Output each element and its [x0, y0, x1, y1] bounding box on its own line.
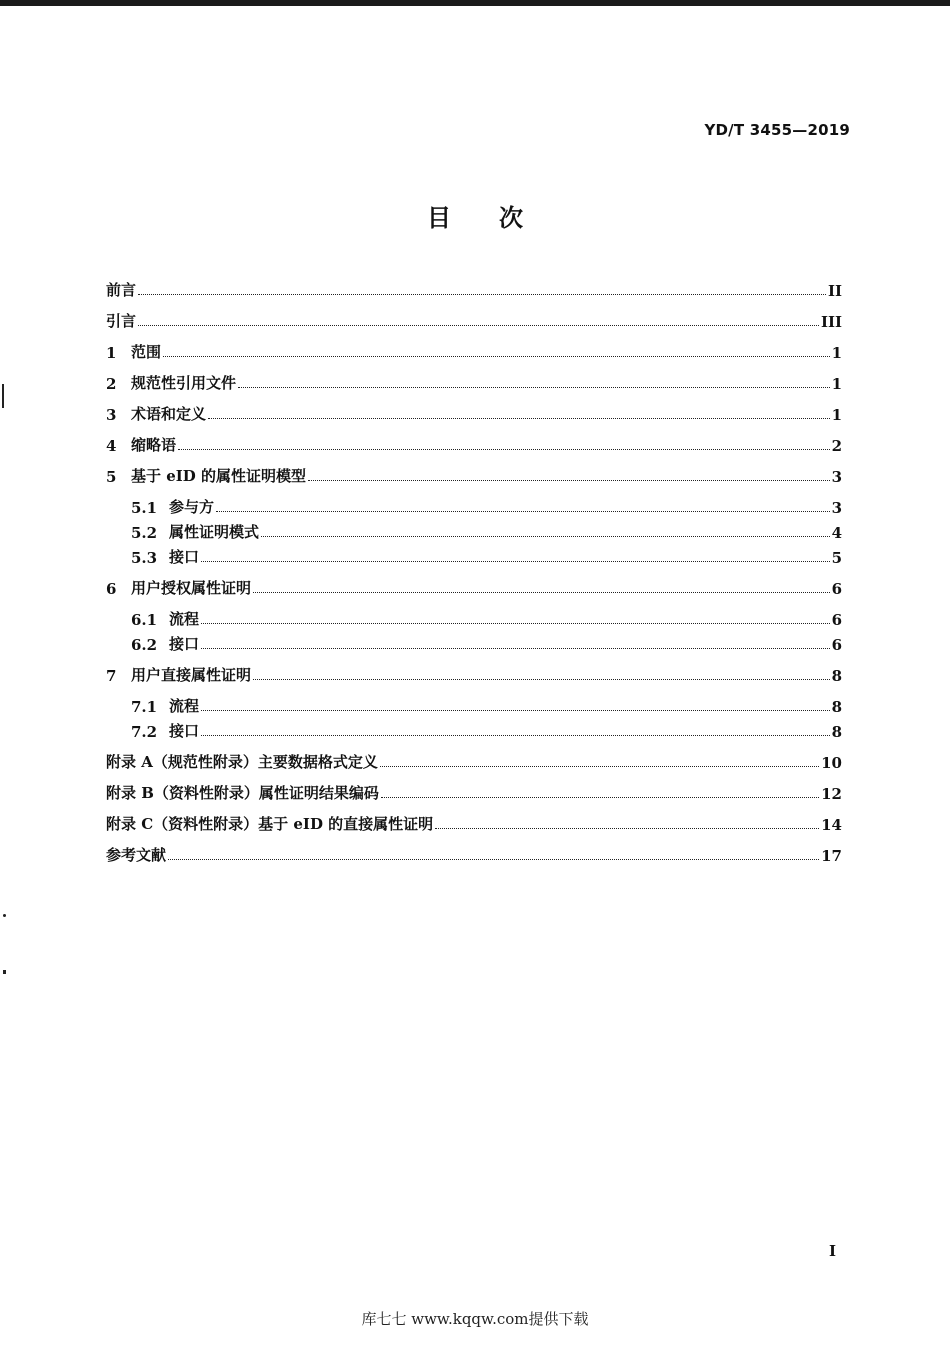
toc-entry-page: III [820, 313, 842, 331]
toc-entry-label: 附录 C（资料性附录）基于 eID 的直接属性证明 [106, 815, 434, 833]
toc-entry-6-2[interactable] [131, 632, 842, 654]
toc-entry-page: 4 [831, 524, 842, 542]
dot-leader [138, 294, 826, 295]
toc-entry-5-3[interactable] [131, 545, 842, 567]
toc-entry-page: 6 [831, 580, 842, 598]
toc-entry-page: 14 [821, 816, 842, 834]
dot-leader [380, 766, 819, 767]
scan-artifact-mark [2, 384, 4, 408]
dot-leader [216, 511, 830, 512]
toc-entry-page: 1 [831, 344, 842, 362]
dot-leader [168, 859, 819, 860]
toc-entry-number: 7.1 [131, 698, 158, 716]
toc-title-right: 次 [499, 204, 523, 232]
toc-entry-label: 规范性引用文件 [131, 374, 237, 392]
toc-entry-page: II [827, 282, 842, 300]
toc-entry-number: 2 [106, 375, 117, 393]
toc-entry-page: 2 [831, 437, 842, 455]
dot-leader [201, 710, 830, 711]
dot-leader [138, 325, 819, 326]
toc-entry-number: 5.3 [131, 549, 158, 567]
toc-title-left: 目 [427, 204, 451, 232]
scan-artifact-dot [3, 914, 6, 917]
toc-entry-4[interactable] [106, 433, 842, 455]
toc-entry-label: 前言 [106, 281, 137, 299]
toc-entry-label: 缩略语 [131, 436, 177, 454]
toc-title [0, 198, 950, 233]
toc-entry-label: 参考文献 [106, 846, 167, 864]
dot-leader [201, 623, 830, 624]
toc-entry-page: 17 [821, 847, 842, 865]
toc-entry-number: 6 [106, 580, 117, 598]
dot-leader [201, 648, 830, 649]
toc-entry-page: 8 [831, 698, 842, 716]
toc-entry-label: 引言 [106, 312, 137, 330]
toc-entry-label: 用户直接属性证明 [131, 666, 252, 684]
toc-entry-page: 6 [831, 611, 842, 629]
document-code: YD/T 3455—2019 [704, 121, 850, 139]
toc-entry-number: 1 [106, 344, 117, 362]
toc-entry-label: 附录 A（规范性附录）主要数据格式定义 [106, 753, 378, 771]
toc-entry-references[interactable] [106, 843, 842, 865]
toc-entry-label: 范围 [131, 343, 162, 361]
toc-entry-page: 1 [831, 375, 842, 393]
toc-entry-number: 7.2 [131, 723, 158, 741]
toc-entry-number: 5 [106, 468, 117, 486]
toc-entry-label: 流程 [169, 697, 200, 715]
footer-watermark: 库七七 www.kqqw.com提供下载 [361, 1310, 589, 1328]
dot-leader [435, 828, 819, 829]
toc-entry-appendix-c[interactable] [106, 812, 842, 834]
toc-entry-3[interactable] [106, 402, 842, 424]
toc-entry-label: 基于 eID 的属性证明模型 [131, 467, 307, 485]
toc-entry-number: 6.1 [131, 611, 158, 629]
toc-entry-label: 属性证明模式 [169, 523, 260, 541]
dot-leader [261, 536, 830, 537]
toc-entry-page: 1 [831, 406, 842, 424]
toc-entry-page: 10 [821, 754, 842, 772]
toc-entry-6[interactable] [106, 576, 842, 598]
toc-entry-7[interactable] [106, 663, 842, 685]
scan-artifact-dot [3, 970, 6, 974]
toc-entry-preface[interactable] [106, 278, 842, 300]
toc-entry-page: 8 [831, 723, 842, 741]
dot-leader [201, 735, 830, 736]
toc-entry-appendix-b[interactable] [106, 781, 842, 803]
toc-entry-label: 接口 [169, 548, 200, 566]
dot-leader [253, 679, 830, 680]
toc-entry-number: 7 [106, 667, 117, 685]
toc-entry-label: 接口 [169, 722, 200, 740]
toc-entry-number: 4 [106, 437, 117, 455]
toc-entry-6-1[interactable] [131, 607, 842, 629]
toc-entry-page: 12 [821, 785, 842, 803]
toc-entry-1[interactable] [106, 340, 842, 362]
toc-entry-5[interactable] [106, 464, 842, 486]
toc-entry-7-2[interactable] [131, 719, 842, 741]
page-number: I [828, 1242, 836, 1260]
toc-entry-label: 用户授权属性证明 [131, 579, 252, 597]
dot-leader [163, 356, 830, 357]
toc-entry-label: 术语和定义 [131, 405, 207, 423]
toc-entry-page: 3 [831, 499, 842, 517]
toc-entry-number: 6.2 [131, 636, 158, 654]
dot-leader [201, 561, 830, 562]
toc-entry-5-1[interactable] [131, 495, 842, 517]
toc-entry-page: 3 [831, 468, 842, 486]
top-border-rule [0, 0, 950, 6]
toc-entry-label: 附录 B（资料性附录）属性证明结果编码 [106, 784, 379, 802]
toc-entry-page: 6 [831, 636, 842, 654]
toc-entry-number: 5.1 [131, 499, 158, 517]
dot-leader [308, 480, 830, 481]
dot-leader [178, 449, 830, 450]
toc-entry-number: 5.2 [131, 524, 158, 542]
toc-entry-appendix-a[interactable] [106, 750, 842, 772]
dot-leader [381, 797, 819, 798]
dot-leader [208, 418, 830, 419]
toc-entry-introduction[interactable] [106, 309, 842, 331]
toc-entry-label: 参与方 [169, 498, 215, 516]
dot-leader [253, 592, 830, 593]
dot-leader [238, 387, 830, 388]
toc-entry-label: 流程 [169, 610, 200, 628]
toc-entry-label: 接口 [169, 635, 200, 653]
toc-entry-5-2[interactable] [131, 520, 842, 542]
toc-entry-page: 5 [831, 549, 842, 567]
toc-entry-2[interactable] [106, 371, 842, 393]
toc-entry-7-1[interactable] [131, 694, 842, 716]
toc-entry-page: 8 [831, 667, 842, 685]
toc-entry-number: 3 [106, 406, 117, 424]
